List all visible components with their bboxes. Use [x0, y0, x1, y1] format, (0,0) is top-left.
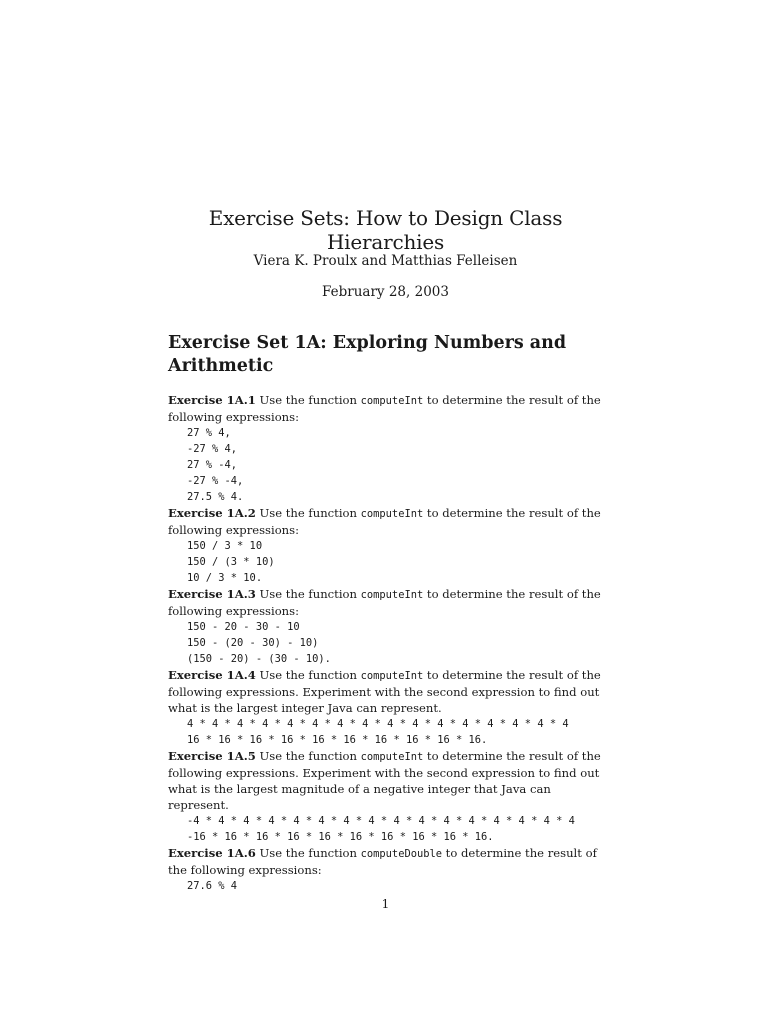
exercise-text-post: to determine the result of the following expressions:: [168, 846, 597, 877]
document-authors: Viera K. Proulx and Matthias Felleisen: [253, 253, 518, 269]
expression-line: 150 / 3 * 10: [187, 540, 263, 552]
exercise-text: [168, 586, 608, 619]
expression-list: [168, 878, 608, 894]
exercise-text-pre: Use the function: [255, 668, 361, 682]
expression-list: [168, 716, 608, 748]
expression-line: 150 / (3 * 10): [187, 556, 275, 568]
page-number: 1: [381, 897, 390, 911]
exercise-1a6: [168, 845, 608, 894]
exercise-text-pre: Use the function: [255, 393, 361, 407]
exercise-1a4: [168, 667, 608, 748]
expression-line: 4 * 4 * 4 * 4 * 4 * 4 * 4 * 4 * 4 * 4 * 4 * 4 * 4 * 4 * 4 * 4: [187, 718, 569, 730]
expression-line: -27 % -4,: [187, 475, 244, 487]
exercise-text-pre: Use the function: [255, 506, 361, 520]
exercise-text-pre: Use the function: [255, 749, 361, 763]
expression-line: 10 / 3 * 10.: [187, 572, 263, 584]
expression-line: 150 - 20 - 30 - 10: [187, 621, 300, 633]
exercise-1a3: [168, 586, 608, 667]
exercise-text-post: to determine the result of the following expressions:: [168, 587, 601, 618]
expression-line: 27.6 % 4: [187, 880, 238, 892]
exercise-1a5: [168, 748, 608, 845]
expression-line: -27 % 4,: [187, 443, 238, 455]
exercise-label: Exercise 1A.2: [168, 506, 256, 520]
expression-line: -16 * 16 * 16 * 16 * 16 * 16 * 16 * 16 * 16 * 16.: [187, 831, 494, 843]
expression-list: [168, 813, 608, 845]
function-name: computeInt: [360, 508, 424, 520]
expression-line: 27 % -4,: [187, 459, 238, 471]
document-title: Exercise Sets: How to Design Class Hierarchies: [208, 206, 563, 254]
section-title: Exercise Set 1A: Exploring Numbers and Arithmetic: [168, 333, 567, 376]
expression-list: [168, 425, 608, 505]
expression-list: [168, 538, 608, 586]
document-date: February 28, 2003: [322, 284, 449, 300]
exercise-text-post: to determine the result of the following expressions:: [168, 506, 601, 537]
function-name: computeInt: [360, 751, 424, 763]
expression-line: 16 * 16 * 16 * 16 * 16 * 16 * 16 * 16 * 16 * 16.: [187, 734, 488, 746]
exercise-label: Exercise 1A.6: [168, 846, 256, 860]
function-name: computeInt: [360, 670, 424, 682]
exercise-label: Exercise 1A.1: [168, 393, 256, 407]
expression-line: 27.5 % 4.: [187, 491, 244, 503]
function-name: computeInt: [360, 589, 424, 601]
expression-line: 27 % 4,: [187, 427, 231, 439]
exercise-text-post: to determine the result of the following expressions:: [168, 393, 601, 424]
function-name: computeDouble: [360, 848, 442, 860]
function-name: computeInt: [360, 395, 424, 407]
exercise-1a1: [168, 392, 608, 505]
exercise-text: [168, 392, 608, 425]
exercise-text: [168, 505, 608, 538]
expression-line: (150 - 20) - (30 - 10).: [187, 653, 331, 665]
exercise-text: [168, 667, 608, 716]
expression-list: [168, 619, 608, 667]
exercise-text-post: to determine the result of the following expressions. Experiment with the second expression to find out what is the largest integer Java can represent.: [168, 668, 601, 715]
expression-line: 150 - (20 - 30) - 10): [187, 637, 319, 649]
exercise-label: Exercise 1A.3: [168, 587, 256, 601]
exercise-label: Exercise 1A.5: [168, 749, 256, 763]
expression-line: -4 * 4 * 4 * 4 * 4 * 4 * 4 * 4 * 4 * 4 * 4 * 4 * 4 * 4 * 4 * 4: [187, 815, 575, 827]
exercise-text: [168, 845, 608, 878]
exercise-text-pre: Use the function: [255, 846, 361, 860]
exercise-list: [168, 392, 608, 894]
exercise-1a2: [168, 505, 608, 586]
exercise-label: Exercise 1A.4: [168, 668, 256, 682]
exercise-text: [168, 748, 608, 813]
exercise-text-pre: Use the function: [255, 587, 361, 601]
exercise-text-post: to determine the result of the following expressions. Experiment with the second expression to find out what is the largest magnitude of a negative integer that Java can represent.: [168, 749, 601, 812]
